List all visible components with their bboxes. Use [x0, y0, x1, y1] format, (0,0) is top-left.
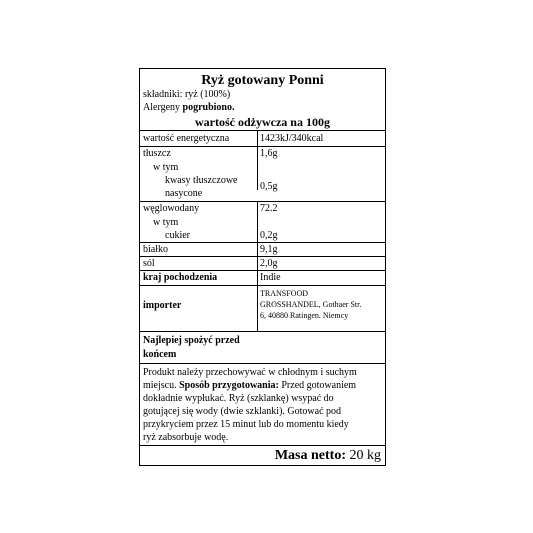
- best-before-line-2: końcem: [143, 349, 177, 360]
- column-divider: [257, 130, 258, 190]
- saturated-name-1: kwasy tłuszczowe: [165, 175, 238, 186]
- allergens-prefix: Alergeny: [143, 102, 183, 113]
- best-before-line-1: Najlepiej spożyć przed: [143, 335, 240, 346]
- storage-line: dokładnie wypłukać. Ryż (szklankę) wsypać do: [143, 393, 334, 404]
- storage-line: ryż zabsorbuje wodę.: [143, 432, 229, 443]
- origin-name: kraj pochodzenia: [143, 272, 218, 283]
- divider: [140, 242, 385, 243]
- divider: [140, 201, 385, 202]
- storage-line: gotującej się wody (dwie szklanki). Gotować pod: [143, 406, 342, 417]
- divider: [140, 256, 385, 257]
- carbs-of-which: w tym: [153, 217, 179, 228]
- storage-line: Produkt należy przechowywać w chłodnym i suchym: [143, 367, 357, 378]
- divider: [140, 363, 385, 364]
- carbs-name: węglowodany: [143, 203, 200, 214]
- divider: [140, 270, 385, 271]
- net-mass: [275, 448, 381, 464]
- saturated-name-2: nasycone: [165, 188, 203, 199]
- nutrition-title: wartość odżywcza na 100g: [195, 115, 330, 129]
- product-label: [139, 68, 386, 466]
- allergens-bold: pogrubiono.: [182, 102, 235, 113]
- saturated-value: 0,5g: [260, 181, 278, 192]
- storage-paragraph: [143, 366, 383, 444]
- column-divider: [257, 285, 258, 331]
- net-mass-value: 20 kg: [346, 448, 381, 463]
- salt-value: 2,0g: [260, 258, 278, 269]
- divider: [140, 331, 385, 332]
- divider: [140, 445, 385, 446]
- allergens-text: [143, 102, 235, 114]
- importer-line-1: TRANSFOOD: [260, 289, 309, 298]
- salt-name: sól: [143, 258, 155, 269]
- ingredients-text: składniki: ryż (100%): [143, 89, 231, 100]
- product-title: Ryż gotowany Ponni: [201, 73, 324, 88]
- storage-line: miejscu. Sposób przygotowania: Przed gotowaniem: [143, 380, 357, 391]
- protein-name: białko: [143, 244, 168, 255]
- sugar-name: cukier: [165, 230, 190, 241]
- storage-line: przykryciem przez 15 minut lub do momentu kiedy: [143, 419, 349, 430]
- origin-value: Indie: [260, 272, 281, 283]
- fat-of-which: w tym: [153, 162, 179, 173]
- fat-name: tłuszcz: [143, 148, 171, 159]
- importer-name: importer: [143, 300, 182, 311]
- importer-line-2: GROSSHANDEL, Gothaer Str.: [260, 300, 362, 309]
- protein-value: 9,1g: [260, 244, 278, 255]
- divider: [140, 146, 385, 147]
- sugar-value: 0,2g: [260, 230, 278, 241]
- importer-line-3: 6, 40880 Ratingen. Niemcy: [260, 311, 349, 320]
- fat-value: 1,6g: [260, 148, 278, 159]
- divider: [140, 285, 385, 286]
- energy-value: 1423kJ/340kcal: [260, 133, 324, 144]
- carbs-value: 72.2: [260, 203, 278, 214]
- energy-name: wartość energetyczna: [143, 133, 230, 144]
- net-mass-label: Masa netto:: [274, 448, 346, 463]
- divider: [140, 130, 385, 131]
- preparation-heading: Sposób przygotowania:: [179, 380, 279, 391]
